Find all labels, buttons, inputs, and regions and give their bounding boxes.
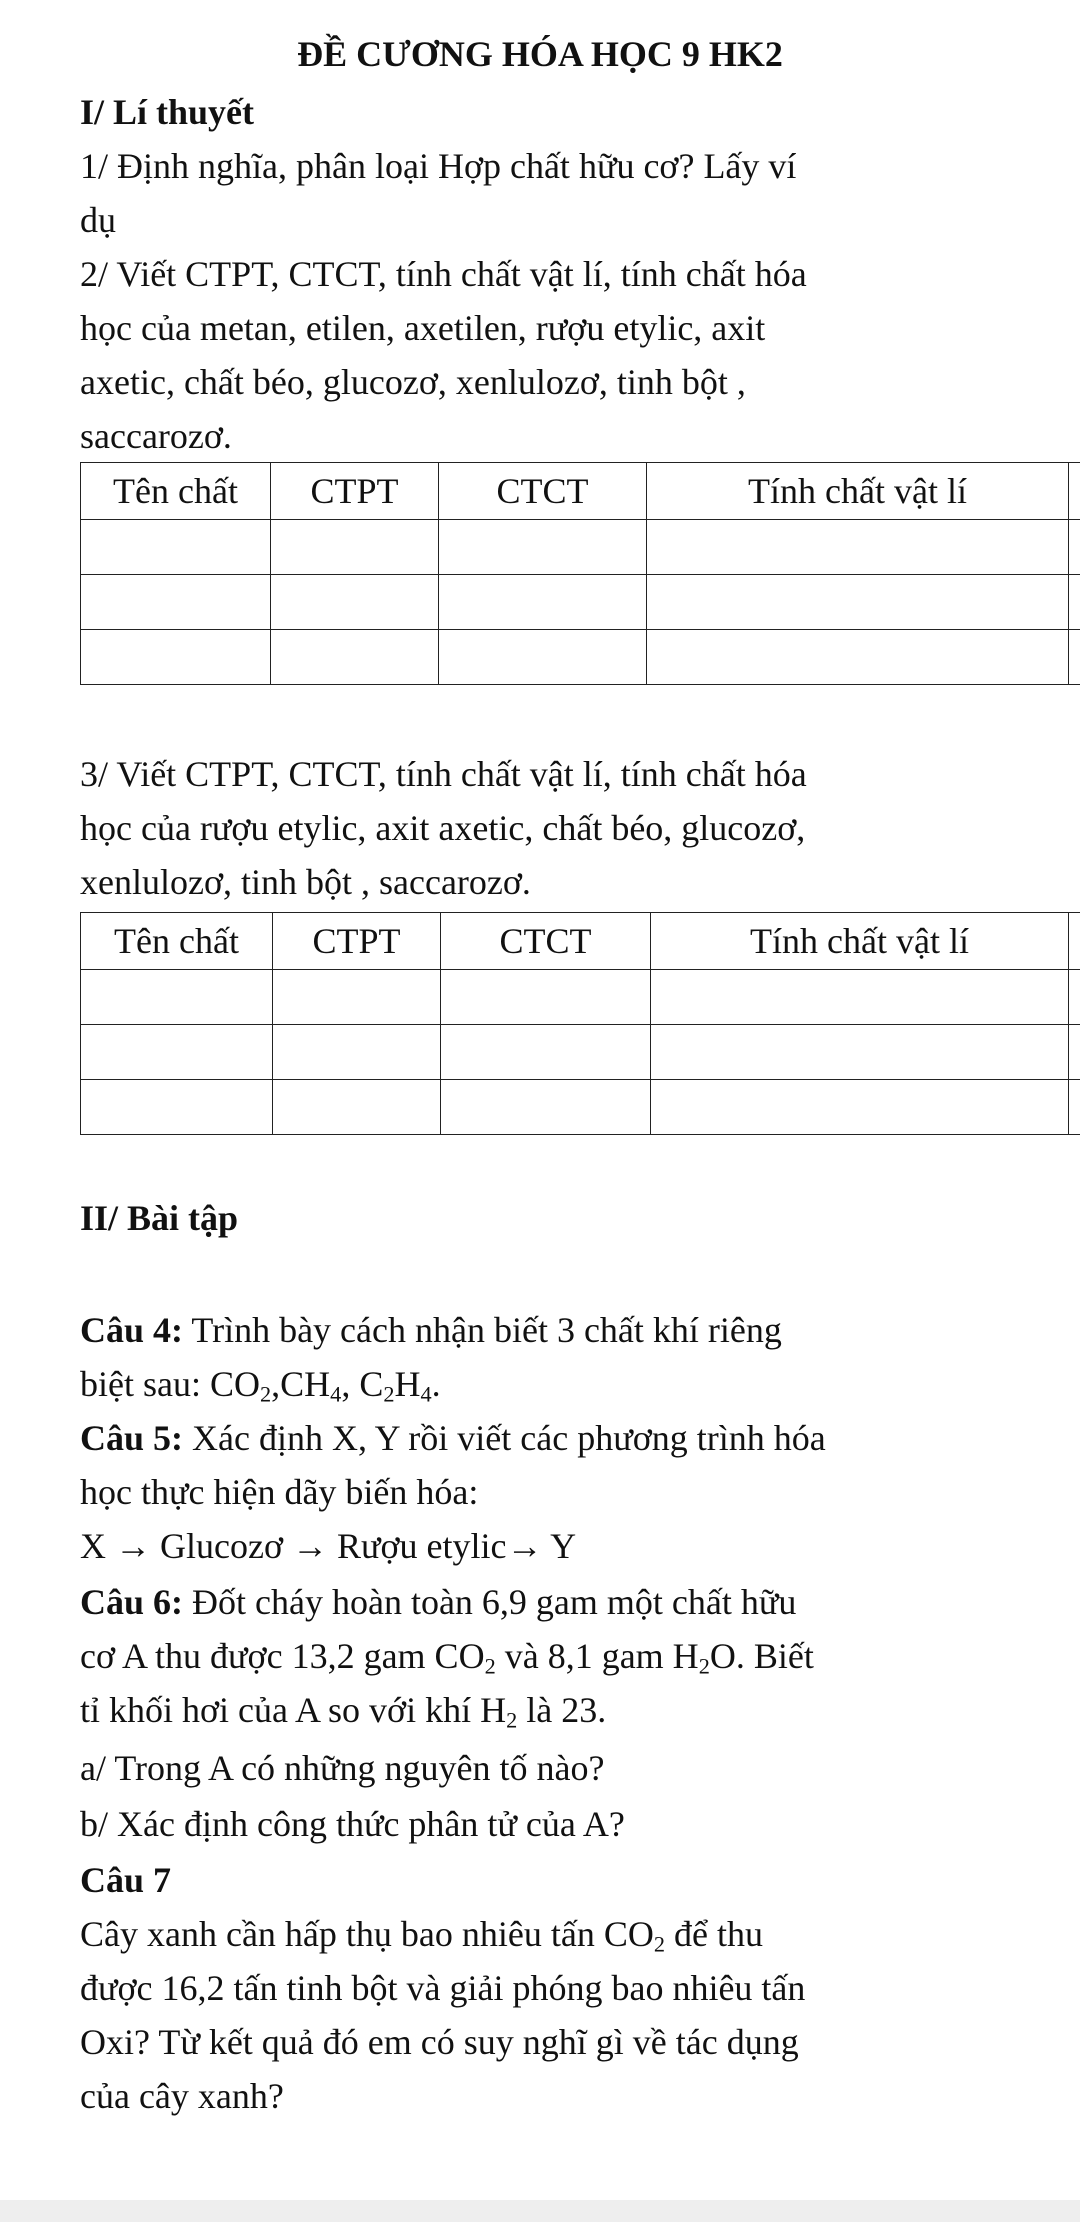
table-cell [273, 970, 441, 1025]
table-header-cell [1069, 913, 1080, 970]
question-4-line-2 [80, 1360, 441, 1408]
question-1-line-1: 1/ Định nghĩa, phân loại Hợp chất hữu cơ? Lấy ví [80, 146, 797, 186]
question-4-text-part: . [431, 1364, 441, 1404]
question-6-text-part: tỉ khối hơi của A so với khí H [80, 1690, 507, 1730]
table-header-cell: Tính chất vật lí [651, 913, 1069, 970]
question-5-line-2: học thực hiện dãy biến hóa: [80, 1472, 479, 1512]
table-row [81, 575, 1080, 630]
question-7-line-4: của cây xanh? [80, 2076, 284, 2116]
properties-table-1 [80, 462, 1080, 685]
table-cell [1069, 630, 1080, 685]
table-cell [1069, 575, 1080, 630]
question-3-line-3: xenlulozơ, tinh bột , saccarozơ. [80, 862, 531, 902]
question-5-text: Xác định X, Y rồi viết các phương trình hóa [183, 1418, 826, 1458]
table-cell [81, 1025, 273, 1080]
table-cell [441, 970, 651, 1025]
question-6-line-1 [80, 1578, 796, 1626]
table-cell [81, 970, 273, 1025]
table-row [81, 970, 1080, 1025]
table-header-cell: CTPT [271, 463, 439, 520]
question-7-text-part: để thu [665, 1914, 763, 1954]
table-header-row [81, 463, 1080, 520]
table-cell [441, 1080, 651, 1135]
subscript: 2 [259, 1381, 272, 1407]
table-header-cell: Tính chất vật lí [647, 463, 1069, 520]
subscript: 2 [698, 1653, 710, 1679]
table-row [81, 520, 1080, 575]
table-cell [439, 630, 647, 685]
table-cell [441, 1025, 651, 1080]
question-2-line-2: học của metan, etilen, axetilen, rượu etylic, axit [80, 308, 766, 348]
question-2-line-3: axetic, chất béo, glucozơ, xenlulozơ, tinh bột , [80, 362, 746, 402]
question-6-text-part: O. Biết [709, 1636, 814, 1676]
question-4-label: Câu 4: [80, 1310, 184, 1350]
question-7-line-1 [80, 1910, 763, 1958]
question-4-text-part: , C [341, 1364, 384, 1404]
table-cell [1069, 1080, 1080, 1135]
question-4-text: Trình bày cách nhận biết 3 chất khí riêng [183, 1310, 782, 1350]
table-cell [81, 575, 271, 630]
question-4-text-part: H [394, 1364, 421, 1404]
table-cell [271, 575, 439, 630]
question-6-part-a: a/ Trong A có những nguyên tố nào? [80, 1748, 605, 1788]
table-cell [647, 575, 1069, 630]
question-2-line-1: 2/ Viết CTPT, CTCT, tính chất vật lí, tính chất hóa [80, 254, 807, 294]
question-5-line-1 [80, 1414, 826, 1462]
question-6-line-2 [80, 1632, 814, 1680]
section-theory-heading: I/ Lí thuyết [80, 92, 255, 132]
question-5-label: Câu 5: [80, 1418, 184, 1458]
table-cell [647, 520, 1069, 575]
question-6-text: Đốt cháy hoàn toàn 6,9 gam một chất hữu [183, 1582, 797, 1622]
question-4-text-part: ,CH [271, 1364, 331, 1404]
table-header-cell: Tên chất [81, 913, 273, 970]
question-7-label: Câu 7 [80, 1860, 172, 1900]
question-4-line-1 [80, 1306, 782, 1354]
question-6-label: Câu 6: [80, 1582, 184, 1622]
question-7-line-3: Oxi? Từ kết quả đó em có suy nghĩ gì về tác dụng [80, 2022, 799, 2062]
table-cell [439, 575, 647, 630]
table-header-cell: CTPT [273, 913, 441, 970]
section-exercise-heading: II/ Bài tập [80, 1198, 239, 1238]
subscript: 2 [383, 1381, 395, 1407]
subscript: 2 [484, 1653, 496, 1679]
question-5-chain: X → Glucozơ → Rượu etylic→ Y [80, 1526, 577, 1566]
table-cell [651, 1080, 1069, 1135]
table-row [81, 1080, 1080, 1135]
table-cell [1069, 970, 1080, 1025]
subscript: 2 [653, 1931, 666, 1957]
table-cell [271, 630, 439, 685]
question-3-line-1: 3/ Viết CTPT, CTCT, tính chất vật lí, tính chất hóa [80, 754, 807, 794]
table-header-cell: Tên chất [81, 463, 271, 520]
table-cell [1069, 1025, 1080, 1080]
table-cell [647, 630, 1069, 685]
subscript: 4 [420, 1381, 432, 1407]
table-header-cell [1069, 463, 1080, 520]
table-cell [81, 1080, 273, 1135]
question-1-line-2: dụ [80, 200, 116, 240]
question-6-part-b: b/ Xác định công thức phân tử của A? [80, 1804, 625, 1844]
table-row [81, 630, 1080, 685]
table-cell [651, 1025, 1069, 1080]
table-cell [81, 520, 271, 575]
table-cell [651, 970, 1069, 1025]
page-bottom-edge [0, 2200, 1080, 2222]
table-header-row [81, 913, 1080, 970]
subscript: 2 [506, 1707, 518, 1733]
question-6-text-part: cơ A thu được 13,2 gam CO [80, 1636, 485, 1676]
question-6-line-3 [80, 1686, 606, 1734]
question-7-text-part: Cây xanh cần hấp thụ bao nhiêu tấn CO [80, 1914, 654, 1954]
question-2-line-4: saccarozơ. [80, 416, 232, 456]
question-4-text-part: biệt sau: CO [80, 1364, 260, 1404]
table-cell [271, 520, 439, 575]
question-6-text-part: là 23. [517, 1690, 607, 1730]
table-cell [273, 1080, 441, 1135]
question-7-line-2: được 16,2 tấn tinh bột và giải phóng bao nhiêu tấn [80, 1968, 806, 2008]
table-header-cell: CTCT [441, 913, 651, 970]
table-row [81, 1025, 1080, 1080]
question-3-line-2: học của rượu etylic, axit axetic, chất béo, glucozơ, [80, 808, 806, 848]
table-cell [81, 630, 271, 685]
question-6-text-part: và 8,1 gam H [495, 1636, 699, 1676]
table-header-cell: CTCT [439, 463, 647, 520]
subscript: 4 [330, 1381, 342, 1407]
table-cell [1069, 520, 1080, 575]
table-cell [439, 520, 647, 575]
document-title: ĐỀ CƯƠNG HÓA HỌC 9 HK2 [297, 34, 783, 74]
table-cell [273, 1025, 441, 1080]
properties-table-2 [80, 912, 1080, 1135]
